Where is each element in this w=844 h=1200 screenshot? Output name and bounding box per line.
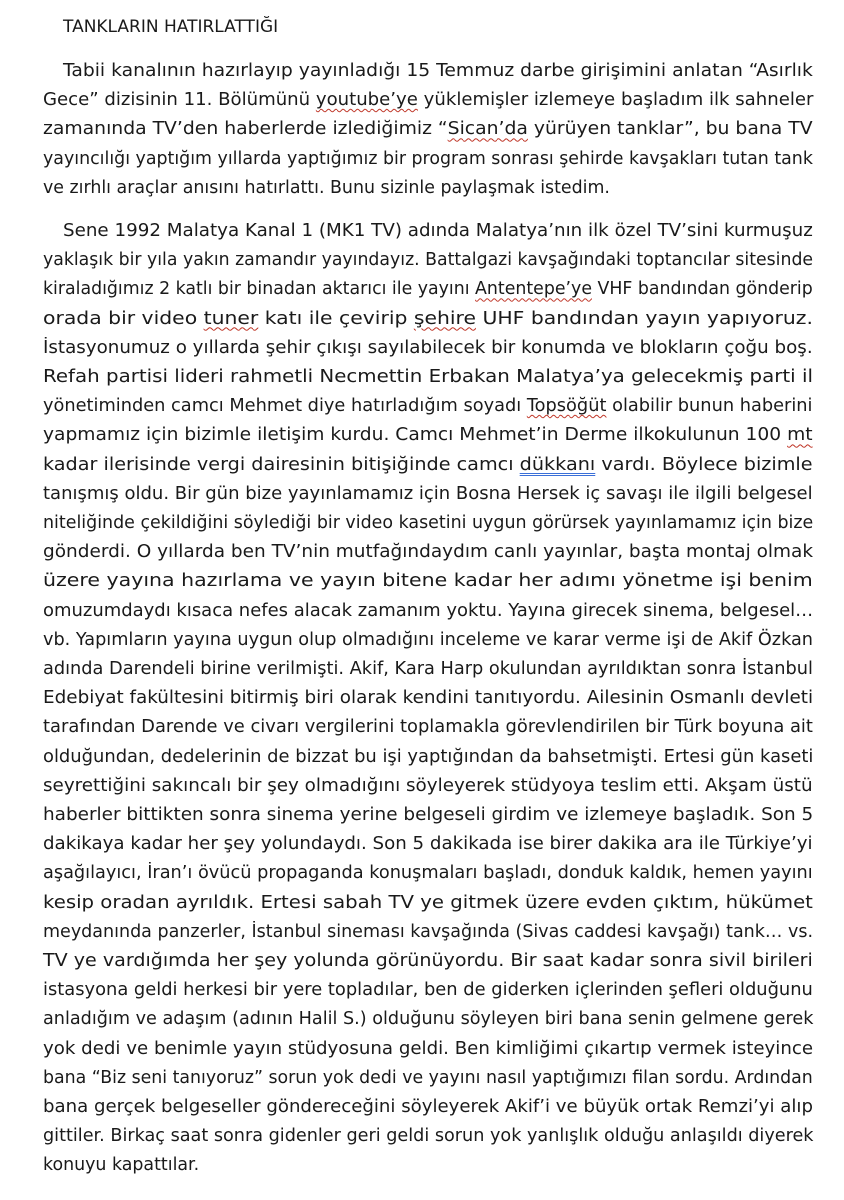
- text-segment: katı ile çevirip: [258, 308, 414, 329]
- text-line: [43, 1005, 813, 1034]
- text-segment: dakikaya kadar her şey yolundaydı. Son 5 dakikada ise birer dakika ara ile Türkiye’yi: [43, 834, 813, 855]
- text-segment: adında Darendeli birine verilmişti. Akif, Kara Harp okulundan ayrıldıktan sonra İstanbul: [43, 659, 813, 679]
- text-segment: konuyu kapattılar.: [43, 1155, 200, 1176]
- text-line: [43, 480, 813, 509]
- text-line: [43, 392, 812, 421]
- text-segment: kiraladığımız 2 katlı bir binadan aktarıcı ile yayını: [43, 279, 476, 300]
- text-line: [43, 509, 813, 538]
- text-line: [43, 451, 813, 480]
- text-segment: VHF bandından gönderip: [591, 279, 813, 300]
- text-line: [63, 57, 813, 86]
- text-line: [43, 275, 813, 304]
- text-segment: olduğundan, dedelerinin de bizzat bu işi yaptığından da bahsetmişti. Ertesi gün kaseti: [43, 746, 814, 767]
- spelling-flagged-word: şehire: [413, 308, 476, 329]
- text-segment: bana gerçek belgeseller göndereceğini söyleyerek Akif’i ve büyük ortak Remzi’yi alıp: [43, 1097, 813, 1117]
- text-line: [43, 859, 813, 888]
- text-segment: TV ye vardığımda her şey yolunda görünüyordu. Bir saat kadar sonra sivil birileri: [43, 951, 813, 971]
- text-segment: istasyona geldi herkesi bir yere topladılar, ben de giderken içlerinden şefleri olduğunu: [43, 980, 813, 1001]
- text-line: [43, 174, 610, 203]
- text-segment: yaklaşık bir yıla yakın zamandır yayındayız. Battalgazi kavşağındaki toptancılar sitesinde: [43, 250, 814, 271]
- text-line: [43, 1093, 813, 1122]
- text-segment: ve zırhlı araçlar anısını hatırlattı. Bunu sizinle paylaşmak istedim.: [43, 177, 610, 198]
- text-line: [43, 145, 813, 174]
- text-segment: bana “Biz seni tanıyoruz” sorun yok dedi ve yayını nasıl yaptığımızı filan sordu. Ardından: [43, 1067, 813, 1088]
- text-line: [43, 626, 813, 655]
- spelling-flagged-word: Topsöğüt: [526, 396, 607, 417]
- text-segment: yapmamız için bizimle iletişim kurdu. Camcı Mehmet’in Derme ilkokulunun 100: [43, 425, 788, 446]
- text-line: [43, 363, 813, 392]
- spelling-flagged-word: Antentepe’ye: [475, 279, 592, 300]
- text-segment: İstasyonumuz o yıllarda şehir çıkışı sayılabilecek bir konumda ve blokların çoğu boş.: [43, 337, 813, 358]
- text-line: [43, 889, 813, 918]
- text-line: [43, 567, 813, 596]
- text-segment: vardı. Böylece bizimle: [595, 454, 813, 475]
- text-segment: UHF bandından yayın yapıyoruz.: [475, 308, 813, 329]
- text-segment: Sene 1992 Malatya Kanal 1 (MK1 TV) adında Malatya’nın ilk özel TV’sini kurmuşuz: [63, 221, 813, 241]
- text-segment: Tabii kanalının hazırlayıp yayınladığı 15 Temmuz darbe girişimini anlatan “Asırlık: [63, 61, 813, 81]
- text-segment: niteliğinde çekildiğini söylediği bir video kasetini uygun görürsek yayınlamamız için bize: [43, 513, 814, 533]
- text-line: [43, 246, 813, 275]
- text-segment: tanışmış oldu. Bir gün bize yayınlamamız için Bosna Hersek iç savaşı ile ilgili belgesel: [43, 483, 813, 504]
- text-line: [43, 801, 813, 830]
- text-line: [43, 305, 813, 334]
- text-line: [43, 538, 813, 567]
- text-line: [43, 918, 813, 947]
- text-line: [43, 334, 813, 363]
- text-line: [43, 684, 813, 713]
- spelling-flagged-word: tuner: [203, 308, 259, 329]
- text-segment: anladığım ve adaşım (adının Halil S.) olduğunu söyleyen biri bana senin gelmene gerek: [43, 1009, 814, 1030]
- spelling-flagged-word: youtube’ye: [315, 90, 418, 111]
- text-line: [43, 830, 813, 859]
- text-segment: tarafından Darende ve civarı vergilerini toplamakla görevlendirilen bir Türk boyuna ait: [43, 717, 813, 738]
- text-segment: aşağılayıcı, İran’ı övücü propaganda konuşmaları başladı, donduk kaldık, hemen yayını: [43, 863, 813, 884]
- text-segment: meydanında panzerler, İstanbul sineması kavşağında (Sivas caddesi kavşağı) tank… vs.: [43, 921, 814, 942]
- text-line: [43, 1064, 813, 1093]
- text-line: [43, 655, 813, 684]
- text-line: [43, 597, 813, 626]
- text-line: [43, 421, 813, 450]
- text-segment: yönetiminden camcı Mehmet diye hatırladığım soyadı: [43, 396, 527, 417]
- text-line: [43, 1035, 813, 1064]
- document-title: TANKLARIN HATIRLATTIĞI: [63, 17, 279, 37]
- text-line: [43, 1122, 814, 1151]
- text-line: [43, 743, 813, 772]
- text-segment: vb. Yapımların yayına uygun olup olmadığını inceleme ve karar verme işi de Akif Özkan: [43, 629, 814, 650]
- text-segment: yayıncılığı yaptığım yıllarda yaptığımız bir program sonrası şehirde kavşakları tutan tank: [43, 148, 813, 169]
- text-segment: Gece” dizisinin 11. Bölümünü: [43, 90, 316, 111]
- text-segment: zamanında TV’den haberlerde izlediğimiz “: [43, 119, 448, 140]
- text-segment: gittiler. Birkaç saat sonra gidenler geri geldi sorun yok yanlışlık olduğu anlaşıldı diyerek: [43, 1126, 814, 1147]
- text-line: [43, 947, 813, 976]
- text-segment: olabilir bunun haberini: [606, 396, 813, 417]
- text-segment: üzere yayına hazırlama ve yayın bitene kadar her adımı yönetme işi benim: [43, 571, 813, 592]
- text-line: [43, 115, 813, 144]
- text-segment: yok dedi ve benimle yayın stüdyosuna geldi. Ben kimliğimi çıkartıp vermek isteyince: [43, 1038, 814, 1059]
- text-segment: Refah partisi lideri rahmetli Necmettin Erbakan Malatya’ya gelecekmiş parti il: [43, 367, 813, 387]
- spelling-flagged-word: Sican’da: [447, 119, 528, 140]
- text-segment: seyrettiğini sakıncalı bir şey olmadığını söyleyerek stüdyoya teslim etti. Akşam üstü: [43, 775, 813, 796]
- text-segment: omuzumdaydı kısaca nefes alacak zamanım yoktu. Yayına girecek sinema, belgesel…: [43, 600, 814, 621]
- text-line: [43, 976, 813, 1005]
- text-line: [43, 1151, 199, 1180]
- text-segment: haberler bittikten sonra sinema yerine belgeseli girdim ve izlemeye başladık. Son 5: [43, 805, 814, 825]
- text-segment: yürüyen tanklar”, bu bana TV: [527, 119, 813, 140]
- grammar-flagged-word: dükkanı: [519, 454, 596, 475]
- text-line: [43, 86, 813, 115]
- text-segment: gönderdi. O yıllarda ben TV’nin mutfağındaydım canlı yayınlar, başta montaj olmak: [43, 542, 814, 563]
- text-line: [63, 217, 813, 246]
- text-segment: orada bir video: [43, 308, 204, 329]
- text-line: [43, 772, 813, 801]
- text-line: [43, 713, 813, 742]
- text-segment: kadar ilerisinde vergi dairesinin bitişiğinde camcı: [43, 454, 520, 475]
- spelling-flagged-word: mt: [787, 425, 813, 446]
- text-segment: Edebiyat fakültesini bitirmiş biri olarak kendini tanıtıyordu. Ailesinin Osmanlı devleti: [43, 688, 814, 709]
- text-segment: kesip oradan ayrıldık. Ertesi sabah TV ye gitmek üzere evden çıktım, hükümet: [43, 892, 813, 913]
- text-segment: yüklemişler izlemeye başladım ilk sahneler: [417, 90, 814, 111]
